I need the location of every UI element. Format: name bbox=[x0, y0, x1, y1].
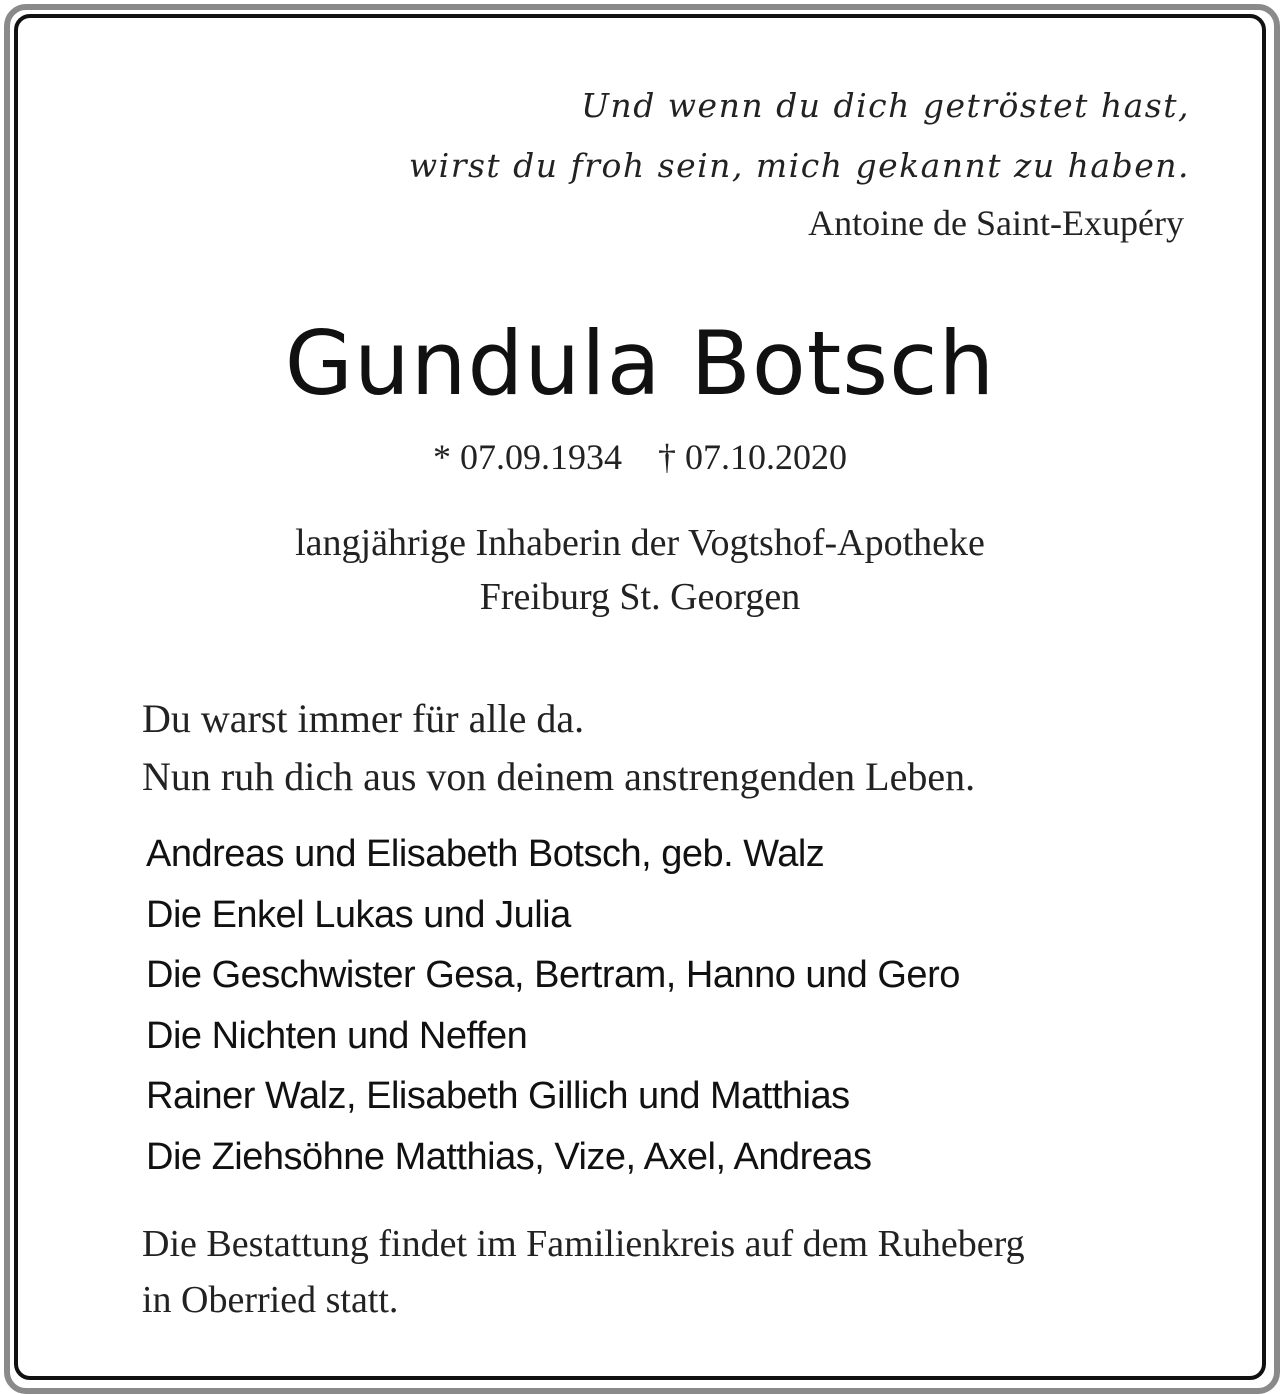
quote bbox=[409, 76, 1190, 196]
motto-line: Nun ruh dich aus von deinem anstrengenden Leben. bbox=[142, 754, 976, 799]
mourners-list bbox=[146, 824, 960, 1187]
mourner: Die Geschwister Gesa, Bertram, Hanno und Gero bbox=[146, 954, 960, 996]
quote-line: Und wenn du dich getröstet hast, bbox=[581, 86, 1190, 125]
role-line: Freiburg St. Georgen bbox=[479, 576, 801, 618]
burial-line: Die Bestattung findet im Familienkreis auf dem Ruheberg bbox=[142, 1223, 1025, 1265]
mourner: Die Enkel Lukas und Julia bbox=[146, 893, 571, 936]
life-dates bbox=[0, 436, 1280, 478]
role-line: langjährige Inhaberin der Vogtshof-Apotheke bbox=[295, 522, 985, 564]
birth-date: * 07.09.1934 bbox=[433, 437, 622, 477]
quote-line: wirst du froh sein, mich gekannt zu haben. bbox=[408, 146, 1190, 185]
death-date: † 07.10.2020 bbox=[658, 437, 847, 477]
burial-line: in Oberried statt. bbox=[142, 1279, 399, 1321]
deceased-name: Gundula Botsch bbox=[284, 312, 996, 415]
deceased-role bbox=[0, 516, 1280, 624]
motto bbox=[142, 690, 975, 806]
mourner: Die Ziehsöhne Matthias, Vize, Axel, Andreas bbox=[146, 1135, 872, 1178]
mourner: Die Nichten und Neffen bbox=[146, 1014, 528, 1057]
mourner: Rainer Walz, Elisabeth Gillich und Matthias bbox=[146, 1075, 850, 1117]
motto-line: Du warst immer für alle da. bbox=[142, 696, 585, 741]
mourner: Andreas und Elisabeth Botsch, geb. Walz bbox=[146, 833, 825, 875]
quote-author: Antoine de Saint-Exupéry bbox=[808, 203, 1184, 243]
burial-notice bbox=[142, 1216, 1025, 1328]
